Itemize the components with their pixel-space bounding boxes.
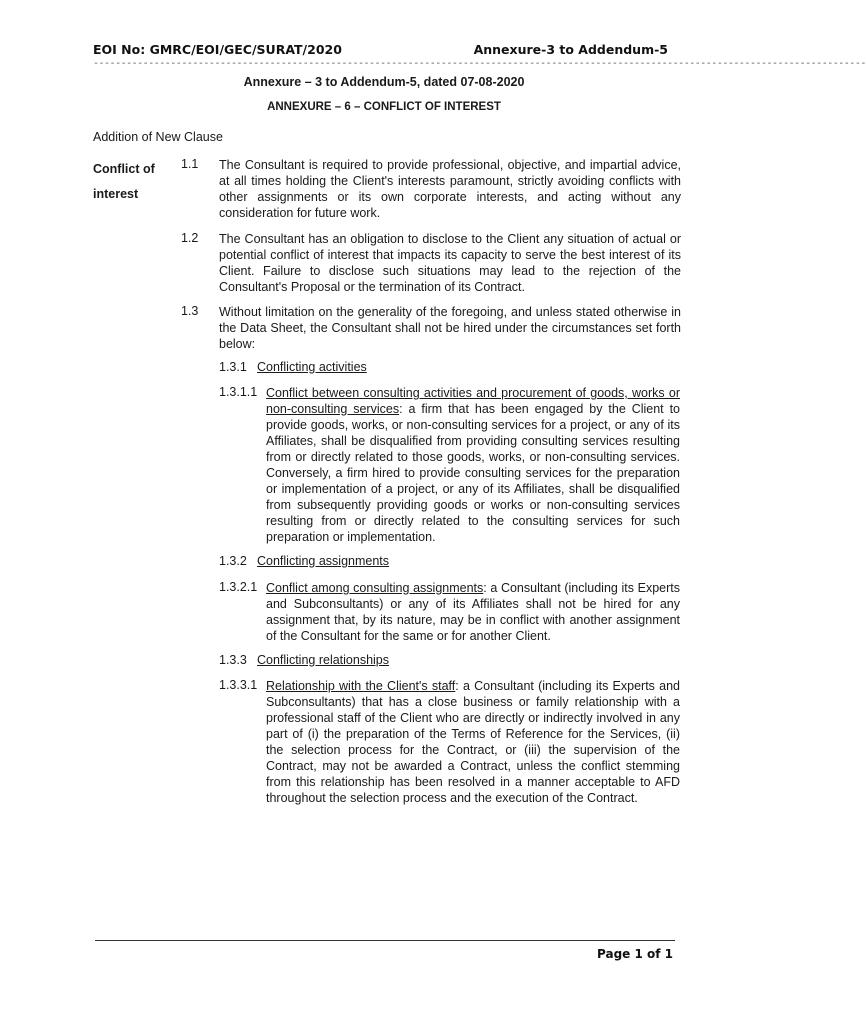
subsection-heading bbox=[219, 360, 367, 374]
clause-number: 1.3 bbox=[181, 304, 199, 318]
section-title: ANNEXURE – 6 – CONFLICT OF INTEREST bbox=[267, 101, 501, 113]
subsection-heading bbox=[219, 653, 389, 667]
subsection-heading bbox=[219, 554, 389, 568]
item-number: 1.3.1.1 bbox=[219, 385, 258, 399]
subsection-title: Conflicting activities bbox=[257, 360, 367, 374]
clause-text: The Consultant is required to provide professional, objective, and impartial advice, at all times holding the Client's interests paramount, strictly avoiding conflicts with other assignments or its own corporate interests, and acting without any consideration for future work. bbox=[219, 158, 681, 220]
intro-text: Addition of New Clause bbox=[93, 130, 223, 144]
clause-number: 1.1 bbox=[181, 157, 199, 171]
item-heading: Relationship with the Client's staff bbox=[266, 679, 456, 693]
side-heading: Conflict of interest bbox=[93, 162, 155, 201]
item-number: 1.3.3.1 bbox=[219, 678, 258, 692]
item-text bbox=[266, 580, 680, 644]
item-heading: Conflict between consulting activities and procurement of goods, works or non-consulting services bbox=[266, 386, 680, 416]
header-annexure-label: Annexure-3 to Addendum-5 bbox=[473, 42, 668, 57]
footer-divider bbox=[95, 940, 675, 941]
clause-number: 1.2 bbox=[181, 231, 199, 245]
subsection-number: 1.3.3 bbox=[219, 653, 247, 667]
page-number: Page 1 of 1 bbox=[597, 947, 673, 961]
document-title: Annexure – 3 to Addendum-5, dated 07-08-2020 bbox=[243, 75, 525, 89]
header-divider: -------------------------------------------------------------------------------------------------------------------------------------------- bbox=[93, 58, 866, 69]
item-body: : a firm that has been engaged by the Client to provide goods, works, or non-consulting services for a project, or any of its Affiliates, shall be disqualified from providing consulting services resulting from or directly related to those goods, works, or non-consulting services. Conversely, a firm hired to provide consulting services for the preparation or implementation of a project, or any of its Affiliates, shall be disqualified from subsequently providing goods or works or non-consulting services resulting from or directly related to the consulting services for such preparation or implementation. bbox=[266, 402, 680, 544]
header-eoi-number: EOI No: GMRC/EOI/GEC/SURAT/2020 bbox=[93, 42, 342, 57]
subsection-number: 1.3.2 bbox=[219, 554, 247, 568]
subsection-title: Conflicting relationships bbox=[257, 653, 390, 667]
subsection-number: 1.3.1 bbox=[219, 360, 247, 374]
item-body: : a Consultant (including its Experts and Subconsultants) that has a close business or family relationship with a professional staff of the Client who are directly or indirectly involved in any part of (i) the preparation of the Terms of Reference for the Services, (ii) the selection process for the Contract, or (iii) the supervision of the Contract, may not be awarded a Contract, unless the conflict stemming from this relationship has been resolved in a manner acceptable to AFD throughout the selection process and the execution of the Contract. bbox=[266, 679, 680, 805]
item-body: : a Consultant (including its Experts and Subconsultants) or any of its Affiliates shall not be hired for any assignment that, by its nature, may be in conflict with another assignment of the Consultant for the same or for another Client. bbox=[266, 581, 680, 643]
clause-text: The Consultant has an obligation to disclose to the Client any situation of actual or potential conflict of interest that impacts its capacity to serve the best interest of its Client. Failure to disclose such situations may lead to the rejection of the Consultant's Proposal or the termination of its Contract. bbox=[219, 232, 681, 294]
item-heading: Conflict among consulting assignments bbox=[266, 581, 484, 595]
item-text bbox=[266, 385, 680, 545]
item-number: 1.3.2.1 bbox=[219, 580, 258, 594]
clause-text: Without limitation on the generality of the foregoing, and unless stated otherwise in the Data Sheet, the Consultant shall not be hired under the circumstances set forth below: bbox=[219, 305, 681, 351]
item-text bbox=[266, 678, 680, 806]
subsection-title: Conflicting assignments bbox=[257, 554, 390, 568]
